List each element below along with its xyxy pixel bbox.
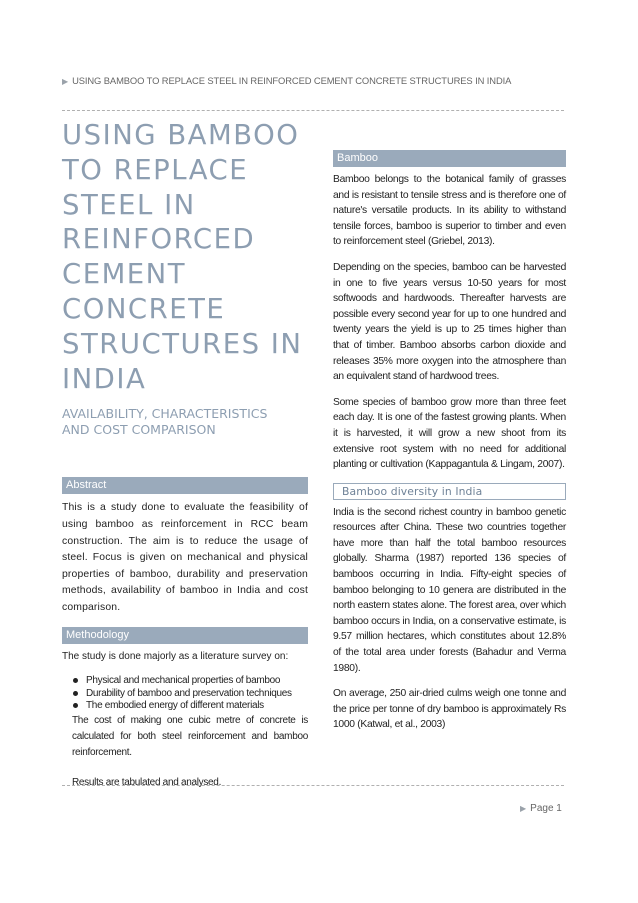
page-number: Page 1 (530, 803, 562, 814)
methodology-results: Results are tabulated and analysed. (72, 776, 222, 788)
list-item: Durability of bamboo and preservation techniques (72, 688, 308, 700)
title-line: USING BAMBOO (62, 119, 300, 151)
page-footer (520, 803, 562, 814)
main-title (62, 118, 308, 396)
bamboo-heading: Bamboo (333, 150, 566, 167)
running-header (62, 75, 562, 89)
methodology-heading: Methodology (62, 627, 308, 644)
diversity-heading: Bamboo diversity in India (333, 483, 566, 500)
title-line: TO REPLACE (62, 153, 249, 186)
list-item: Physical and mechanical properties of bamboo (72, 675, 308, 687)
header-divider (62, 110, 564, 111)
bamboo-paragraph: Bamboo belongs to the botanical family of grasses and is resistant to tensile stress and is therefore one of nature's versatile products. In its ability to withstand tensile forces, bamboo is superior to timber and even to reinforcement steel (Griebel, 2013). (333, 174, 566, 248)
methodology-cost: The cost of making one cubic metre of concrete is calculated for both steel reinforcement and bamboo reinforcement. (72, 714, 308, 758)
title-line: CEMENT (62, 258, 187, 291)
abstract-text: This is a study done to evaluate the feasibility of using bamboo as reinforcement in RCC beam construction. The aim is to reduce the usage of steel. Focus is given on mechanical and physical properties of bamboo, durability and preservation methods, availability of bamboo in India and cost comparison. (62, 502, 308, 613)
left-column (62, 118, 308, 791)
title-line: STEEL IN (62, 188, 196, 221)
subtitle (62, 406, 308, 437)
bamboo-paragraph: Some species of bamboo grow more than three feet each day. It is one of the fastest growing plants. When it is harvested, it will grow a new shoot from its extensive root system with no need for additional planting or cultivation (Kappagantula & Lingam, 2007). (333, 396, 566, 471)
bullet-icon (73, 691, 78, 696)
right-column (333, 150, 566, 733)
title-line: CONCRETE (62, 292, 226, 325)
bamboo-paragraph: Depending on the species, bamboo can be harvested in one to five years versus 10-50 years for most softwoods and hardwoods. Thereafter harvests are possible every second year for up to one hundred and twenty years the yield is up to 25 times higher than that of timber. Bamboo absorbs carbon dioxide and releases 35% more oxygen into the atmosphere than an equivalent stand of hardwood trees. (333, 261, 566, 383)
footer-divider (62, 785, 564, 786)
diversity-paragraph: On average, 250 air-dried culms weigh one tonne and the price per tonne of dry bamboo is approximately Rs 1000 (Katwal, et al., 2003) (333, 688, 566, 731)
abstract-heading: Abstract (62, 477, 308, 494)
subtitle-line: AND COST COMPARISON (62, 421, 216, 437)
title-line: INDIA (62, 362, 147, 395)
list-item: The embodied energy of different materials (72, 700, 308, 712)
title-line: REINFORCED (62, 223, 256, 256)
diversity-paragraph: India is the second richest country in bamboo genetic resources after China. These two countries together have more than half the total bamboo resources globally. Sharma (1987) reported 136 species of bamboos occurring in India. Fifty-eight species of bamboo belonging to 10 genera are distributed in the north eastern states alone. The forest area, over which bamboo occurs in India, on a conservative estimate, is 9.57 million hectares, which constitutes about 12.8% of the total area under forests (Bahadur and Verma 1980). (333, 506, 566, 674)
title-line: STRUCTURES IN (62, 327, 303, 360)
running-header-text: USING BAMBOO TO REPLACE STEEL IN REINFORCED CEMENT CONCRETE STRUCTURES IN INDIA (72, 75, 512, 86)
methodology-list (62, 675, 308, 712)
subtitle-line: AVAILABILITY, CHARACTERISTICS (62, 406, 268, 422)
triangle-right-icon: ▶ (62, 77, 69, 86)
bullet-icon (73, 703, 78, 708)
bullet-icon (73, 678, 78, 683)
triangle-right-icon: ▶ (520, 804, 527, 813)
methodology-intro: The study is done majorly as a literature survey on: (62, 650, 289, 662)
